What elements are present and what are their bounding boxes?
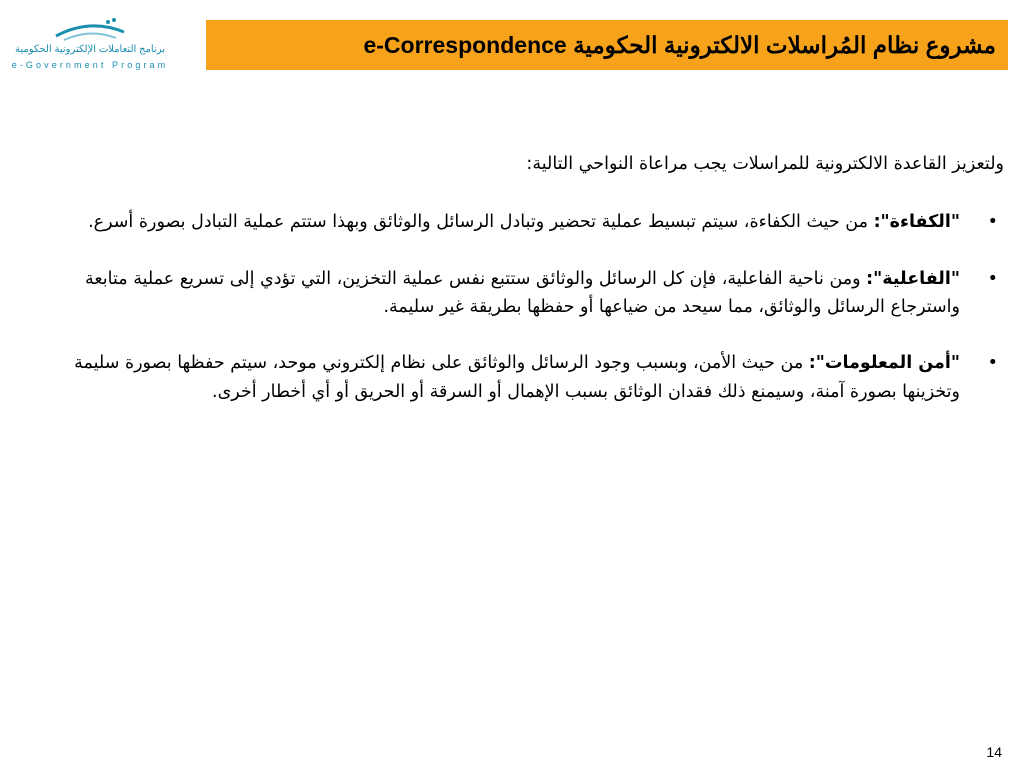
intro-paragraph: ولتعزيز القاعدة الالكترونية للمراسلات يجب مراعاة النواحي التالية: [526, 154, 1004, 174]
bullet-text: من حيث الكفاءة، سيتم تبسيط عملية تحضير وتبادل الرسائل والوثائق وبهذا ستتم عملية التبادل بصورة أسرع. [88, 212, 874, 233]
bullet-efficiency [20, 208, 1004, 236]
logo-mark-icon [50, 14, 130, 44]
logo-arabic-text: برنامج التعاملات الإلكترونية الحكومية [14, 44, 165, 55]
bullet-icon: • [987, 268, 998, 289]
logo-english-text: e-Government Program [11, 60, 169, 70]
bullet-term: "أمن المعلومات": [808, 353, 960, 374]
title-bar [206, 20, 1008, 70]
bullet-term: "الكفاءة": [873, 212, 960, 233]
e-government-logo [10, 14, 170, 76]
slide-title: مشروع نظام المُراسلات الالكترونية الحكومية e-Correspondence [363, 31, 996, 58]
bullet-effectiveness [20, 265, 1004, 322]
bullet-term: "الفاعلية": [866, 268, 960, 289]
slide-content [20, 150, 1004, 434]
bullet-text: من حيث الأمن، وبسبب وجود الرسائل والوثائق على نظام إلكتروني موحد، سيتم حفظها بصورة سليمة وتخزينها بصورة آمنة، وسيمنع ذلك فقدان الوثائق بسبب الإهمال أو السرقة أو الحريق أو أي أخطار أخرى. [74, 353, 960, 402]
bullet-information-security [20, 349, 1004, 406]
page-number: 14 [986, 744, 1002, 760]
bullet-text: ومن ناحية الفاعلية، فإن كل الرسائل والوثائق ستتبع نفس عملية التخزين، التي تؤدي إلى تسريع عملية متابعة واسترجاع الرسائل والوثائق، مما سيحد من ضياعها أو حفظها بطريقة غير سليمة. [84, 268, 960, 318]
bullet-icon: • [987, 212, 998, 233]
bullet-icon: • [987, 353, 998, 374]
